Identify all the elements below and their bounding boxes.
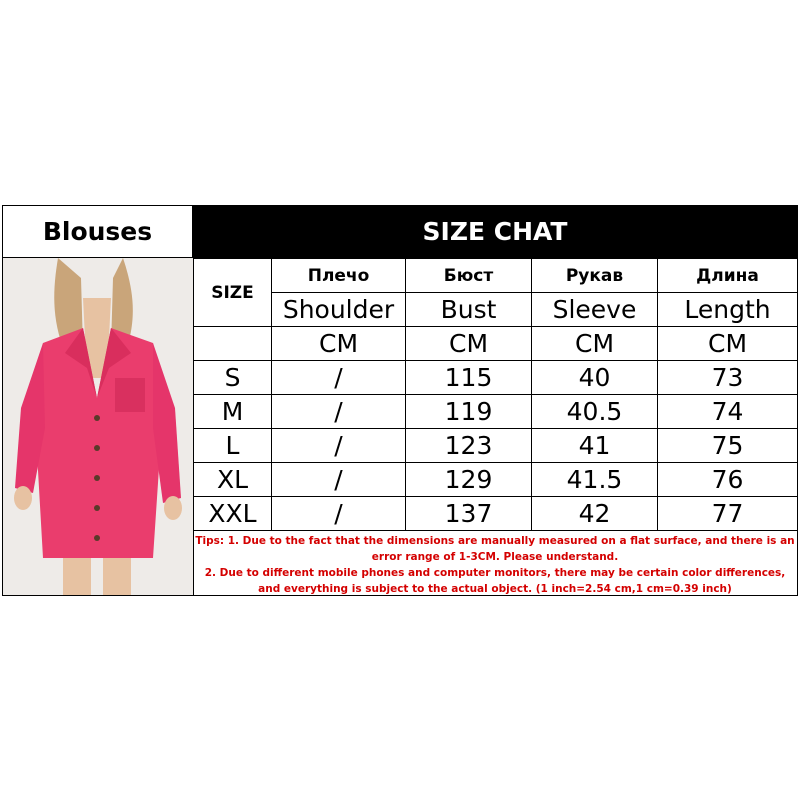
size-unit-blank <box>194 327 272 361</box>
unit-row <box>194 327 798 361</box>
sleeve-en-header: Sleeve <box>532 293 658 327</box>
length-cell: 76 <box>658 463 798 497</box>
product-photo <box>3 258 194 595</box>
table-row <box>194 395 798 429</box>
table-row <box>194 463 798 497</box>
size-column-header: SIZE <box>194 259 272 327</box>
bust-cell: 115 <box>406 361 532 395</box>
table-row <box>194 429 798 463</box>
bust-unit: CM <box>406 327 532 361</box>
bust-ru-header: Бюст <box>406 259 532 293</box>
size-cell: XXL <box>194 497 272 531</box>
bust-cell: 119 <box>406 395 532 429</box>
size-cell: L <box>194 429 272 463</box>
tip-line-2: 2. Due to different mobile phones and computer monitors, there may be certain color differences, and everything is subject to the actual object. (1 inch=2.54 cm,1 cm=0.39 inch) <box>204 567 786 595</box>
length-cell: 74 <box>658 395 798 429</box>
size-cell: S <box>194 361 272 395</box>
table-row <box>194 497 798 531</box>
length-unit: CM <box>658 327 798 361</box>
sleeve-cell: 41.5 <box>532 463 658 497</box>
shoulder-ru-header: Плечо <box>272 259 406 293</box>
shoulder-cell: / <box>272 497 406 531</box>
shoulder-cell: / <box>272 463 406 497</box>
length-en-header: Length <box>658 293 798 327</box>
bust-cell: 123 <box>406 429 532 463</box>
sleeve-ru-header: Рукав <box>532 259 658 293</box>
tip-line-1: Tips: 1. Due to the fact that the dimensions are manually measured on a flat surface, and there is an error range of 1-3CM. Please understand. <box>195 535 795 563</box>
length-cell: 77 <box>658 497 798 531</box>
shoulder-cell: / <box>272 429 406 463</box>
length-cell: 75 <box>658 429 798 463</box>
shoulder-cell: / <box>272 361 406 395</box>
size-cell: M <box>194 395 272 429</box>
length-cell: 73 <box>658 361 798 395</box>
length-ru-header: Длина <box>658 259 798 293</box>
shoulder-en-header: Shoulder <box>272 293 406 327</box>
blouse-model-image <box>3 258 193 595</box>
shoulder-unit: CM <box>272 327 406 361</box>
sleeve-cell: 40 <box>532 361 658 395</box>
sleeve-cell: 41 <box>532 429 658 463</box>
russian-header-row <box>194 259 798 293</box>
bust-cell: 137 <box>406 497 532 531</box>
bust-en-header: Bust <box>406 293 532 327</box>
product-category-title: Blouses <box>3 206 193 258</box>
sleeve-cell: 42 <box>532 497 658 531</box>
bust-cell: 129 <box>406 463 532 497</box>
measurement-tips <box>193 530 797 595</box>
english-header-row <box>194 293 798 327</box>
sleeve-cell: 40.5 <box>532 395 658 429</box>
size-table <box>193 258 798 531</box>
size-chart <box>2 205 798 596</box>
shoulder-cell: / <box>272 395 406 429</box>
sleeve-unit: CM <box>532 327 658 361</box>
table-row <box>194 361 798 395</box>
size-chart-title: SIZE CHAT <box>193 206 797 258</box>
size-cell: XL <box>194 463 272 497</box>
